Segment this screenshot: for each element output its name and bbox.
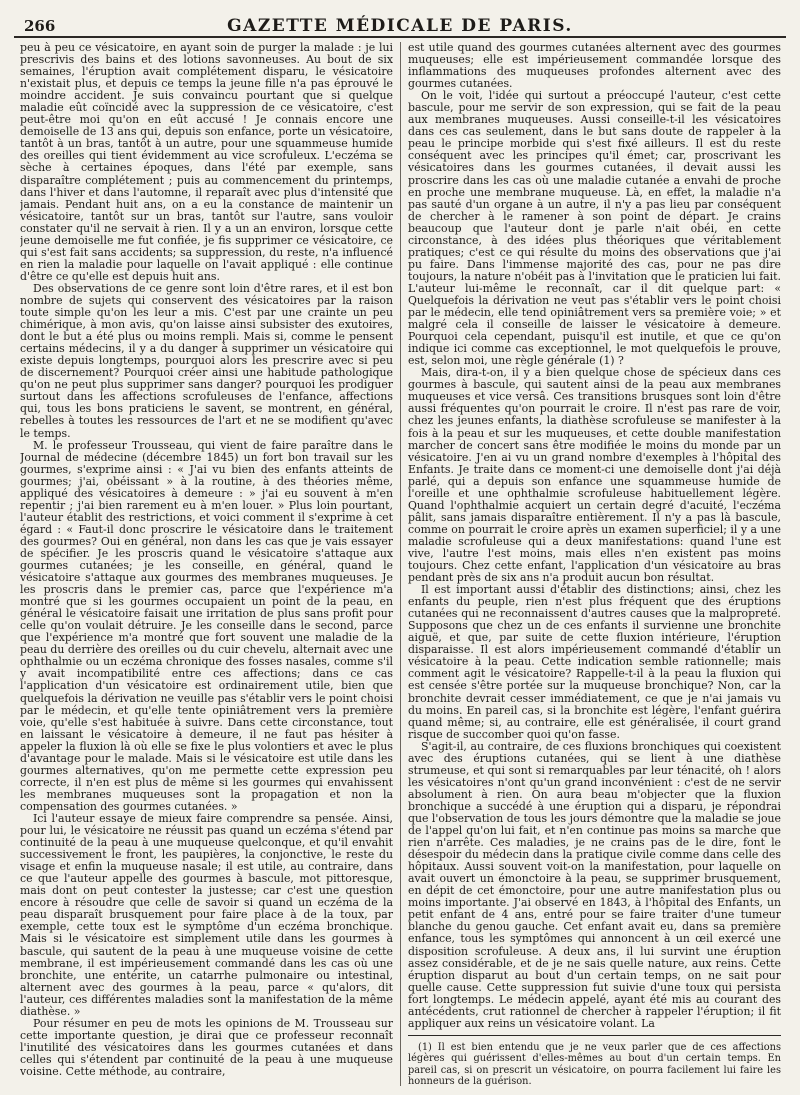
column-divider	[400, 42, 401, 1086]
paragraph: Pour résumer en peu de mots les opinions de M. Trousseau sur cette importante question, je dirai que ce professeur reconnaît l'inutilité des vésicatoires dans les gourmes cutanées et dans celles qui s'étendent par continuité de la peau à une muqueuse voisine. Cette méthode, au contraire,	[20, 1016, 393, 1078]
paragraph: Il est important aussi d'établir des distinctions; ainsi, chez les enfants du peuple, rien n'est plus fréquent que des éruptions cutanées qui ne reconnaissent d'autres causes que la malpropreté. Supposons que chez un de ces enfants il survienne une bronchite aiguë, et que, par suite de cette fluxion intérieure, l'éruption disparaisse. Il est alors impérieusement commandé d'établir un vésicatoire à la peau. Cette indication semble rationnelle; mais comment agit le vésicatoire? Rappelle-t-il à la peau la fluxion qui est censée s'être portée sur la muqueuse bronchique? Non, car la bronchite devrait cesser immédiatement, ce que je n'ai jamais vu du moins. En pareil cas, si la bronchite est légère, l'enfant guérira quand même; si, au contraire, elle est généralisée, il court grand risque de succomber quoi qu'on fasse.	[408, 583, 781, 741]
paragraph: Ici l'auteur essaye de mieux faire comprendre sa pensée. Ainsi, pour lui, le vésicatoire ne réussit pas quand un eczéma s'étend par continuité de la peau à une muqueuse quelconque, et qu'il envahit successivement le front, les paupières, la conjonctive, le reste du visage et enfin la muqueuse nasale; il est utile, au contraire, dans ce que l'auteur appelle des gourmes à bascule, mot pittoresque, mais dont on peut contester la justesse; car c'est une question encore à résoudre que celle de savoir si quand un eczéma de la peau disparaît brusquement pour faire place à de la toux, par exemple, cette toux est le symptôme d'un eczéma bronchique. Mais si le vésicatoire est simplement utile dans les gourmes à bascule, qui sautent de la peau à une muqueuse voisine de cette membrane, il est impérieusement commandé dans les cas où une bronchite, une entérite, un catarrhe pulmonaire ou intestinal, alternent avec des gourmes à la peau, parce « qu'alors, dit l'auteur, ces différentes maladies sont la manifestation de la même diathèse. »	[20, 812, 393, 1018]
paragraph: est utile quand des gourmes cutanées alternent avec des gourmes muqueuses; elle est impérieusement commandée lorsque des inflammations des muqueuses profondes alternent avec des gourmes cutanées.	[408, 42, 781, 91]
paragraph: S'agit-il, au contraire, de ces fluxions bronchiques qui coexistent avec des éruptions cutanées, qui se lient à une diathèse strumeuse, et qui sont si remarquables par leur ténacité, oh ! alors les vésicatoires n'ont qu'un grand inconvénient : c'est de ne servir absolument à rien. On aura beau m'objecter que la fluxion bronchique a succédé à une éruption qui a disparu, je répondrai que l'observation de tous les jours démontre que la maladie se joue de l'appel qu'on lui fait, et n'en continue pas moins sa marche que rien n'arrête. Ces maladies, je ne crains pas de le dire, font le désespoir du médecin dans la pratique civile comme dans celle des hôpitaux. Aussi souvent voit-on la manifestation, pour laquelle on avait ouvert un émonctoire à la peau, se supprimer brusquement, en dépit de cet émonctoire, pour une autre manifestation plus ou moins importante. J'ai observé en 1843, à l'hôpital des Enfants, un petit enfant de 4 ans, entré pour se faire traiter d'une tumeur blanche du genou gauche. Cet enfant avait eu, dans sa première enfance, tous les symptômes qui annoncent à un œil exercé une disposition scrofuleuse. A deux ans, il lui survint une éruption assez considérable, et de je ne sais quelle nature, aux reins. Cette éruption disparut au bout d'un certain temps, on ne sait pour quelle cause. Cette suppression fut suivie d'une toux qui persista fort longtemps. Le médecin appelé, ayant été mis au courant des antécédents, crut rationnel de chercher à rappeler l'éruption; il fit appliquer aux reins un vésicatoire volant. La	[408, 739, 781, 1030]
paragraph: Mais, dira-t-on, il y a bien quelque chose de spécieux dans ces gourmes à bascule, qui sautent ainsi de la peau aux membranes muqueuses et vice versâ. Ces transitions brusques sont loin d'être aussi fréquentes qu'on pourrait le croire. Il n'est pas rare de voir, chez les jeunes enfants, la diathèse scrofuleuse se manifester à la fois à la peau et sur les muqueuses, et cette double manifestation marcher de concert sans être modifiée le moins du monde par un vésicatoire. J'en ai vu un grand nombre d'exemples à l'hôpital des Enfants. Je traite dans ce moment-ci une demoiselle dont j'ai déjà parlé, qui a depuis son enfance une squammeuse humide de l'oreille et une ophthalmie scrofuleuse habituellement légère. Quand l'ophthalmie acquiert un certain degré d'acuité, l'eczéma pâlit, sans jamais disparaître entièrement. Il n'y a pas là bascule, comme on pourrait le croire après un examen superficiel; il y a une maladie scrofuleuse qui a deux manifestations: quand l'une est vive, l'autre l'est moins, mais elles n'en existent pas moins toujours. Chez cette enfant, l'application d'un vésicatoire au bras pendant près de six ans n'a produit aucun bon résultat.	[408, 366, 781, 585]
paragraph: peu à peu ce vésicatoire, en ayant soin de purger la malade : je lui prescrivis des bains et des lotions savonneuses. Au bout de six semaines, l'éruption avait complétement disparu, le vésicatoire n'existait plus, et depuis ce temps la jeune fille n'a pas éprouvé le moindre accident. Je suis convaincu pourtant que si quelque maladie eût coïncidé avec la suppression de ce vésicatoire, c'est peut-être moi qu'on en eût accusé ! Je connais encore une demoiselle de 13 ans qui, depuis son enfance, porte un vésicatoire, tantôt à un bras, tantôt à un autre, pour une squammeuse humide des oreilles qui tient évidemment au vice scrofuleux. L'eczéma se sèche à certaines époques, dans l'été par exemple, sans disparaître complétement ; puis au commencement du printemps, dans l'hiver et dans l'automne, il reparaît avec plus d'intensité que jamais. Pendant huit ans, on a eu la constance de maintenir un vésicatoire, tantôt sur un bras, tantôt sur l'autre, sans vouloir constater qu'il ne servait à rien. Il y a un an environ, lorsque cette jeune demoiselle me fut confiée, je fis supprimer ce vésicatoire, ce qui s'est fait sans accidents; sa suppression, du reste, n'a influencé en rien la maladie pour laquelle on l'avait appliqué : elle continue d'être ce qu'elle est depuis huit ans.	[20, 42, 393, 283]
page-number: 266	[24, 17, 56, 35]
right-column	[408, 42, 781, 1086]
paragraph: Des observations de ce genre sont loin d'être rares, et il est bon nombre de sujets qui conservent des vésicatoires par la raison toute simple qu'on les leur a mis. C'est par une crainte un peu chimérique, à mon avis, qu'on laisse ainsi subsister des exutoires, dont le but a été plus ou moins rempli. Mais si, comme le pensent certains médecins, il y a du danger à supprimer un vésicatoire qui existe depuis longtemps, pourquoi alors les prescrire avec si peu de discernement? Pourquoi créer ainsi une habitude pathologique qu'on ne peut plus supprimer sans danger? pourquoi les prodiguer surtout dans les affections scrofuleuses de l'enfance, affections qui, tous les bons praticiens le savent, se montrent, en général, rebelles à toutes les ressources de l'art et ne se modifient qu'avec le temps.	[20, 281, 393, 440]
paragraph: On le voit, l'idée qui surtout a préoccupé l'auteur, c'est cette bascule, pour me servir de son expression, qui se fait de la peau aux membranes muqueuses. Aussi conseille-t-il les vésicatoires dans ces cas seulement, dans le but sans doute de rappeler à la peau le principe morbide qui s'est fixé ailleurs. Il est du reste conséquent avec les principes qu'il émet; car, proscrivant les vésicatoires dans les gourmes cutanées, il devait aussi les proscrire dans les cas où une maladie cutanée a envahi de proche en proche une membrane muqueuse. Là, en effet, la maladie n'a pas sauté d'un organe à un autre, il n'y a pas lieu par conséquent de chercher à le ramener à son point de départ. Je crains beaucoup que l'auteur dont je parle n'ait obéi, en cette circonstance, à des idées plus théoriques que véritablement pratiques; c'est ce qui résulte du moins des observations que j'ai pu faire. Dans l'immense majorité des cas, pour ne pas dire toujours, la nature n'obéit pas à l'invitation que le praticien lui fait. L'auteur lui-même le reconnaît, car il dit quelque part: « Quelquefois la dérivation ne veut pas s'établir vers le point choisi par le médecin, elle tend opiniâtrement vers sa première voie; » et malgré cela il conseille de laisser le vésicatoire à demeure. Pourquoi cela cependant, puisqu'il est inutile, et que ce qu'on indique ici comme cas exceptionnel, le mot quelquefois le prouve, est, selon moi, une règle générale (1) ?	[408, 89, 781, 368]
paragraph: M. le professeur Trousseau, qui vient de faire paraître dans le Journal de médecine (décembre 1845) un fort bon travail sur les gourmes, s'exprime ainsi : « J'ai vu bien des enfants atteints de gourmes; j'ai, obéissant » à la routine, à des théories même, appliqué des vésicatoires à demeure : » j'ai eu souvent à m'en repentir ; j'ai bien rarement eu à m'en louer. » Plus loin pourtant, l'auteur établit des restrictions, et voici comment il s'exprime à cet égard : « Faut-il donc proscrire le vésicatoire dans le traitement des gourmes? Oui en général, non dans les cas que je vais essayer de spécifier. Je les proscris quand le vésicatoire s'attaque aux gourmes cutanées; je les conseille, en général, quand le vésicatoire s'attaque aux gourmes des membranes muqueuses. Je les proscris dans le premier cas, parce que l'expérience m'a montré que si les gourmes occupaient un point de la peau, en général le vésicatoire faisait une irritation de plus sans profit pour celle qu'on voulait détruire. Je les conseille dans le second, parce que l'expérience m'a montré que fort souvent une maladie de la peau du derrière des oreilles ou du cuir chevelu, alternait avec une ophthalmie ou un eczéma chronique des fosses nasales, comme s'il y avait incompatibilité entre ces affections; dans ce cas l'application d'un vésicatoire est ordinairement utile, bien que quelquefois la dérivation ne veuille pas s'établir vers le point choisi par le médecin, et qu'elle tente opiniâtrement vers la première voie, qu'elle s'est habituée à suivre. Dans cette circonstance, tout en laissant le vésicatoire à demeure, il ne faut pas hésiter à appeler la fluxion là où elle se fixe le plus volontiers et avec le plus d'avantage pour le malade. Mais si le vésicatoire est utile dans les gourmes alternatives, qu'on me permette cette expression peu correcte, il n'en est plus de même si les gourmes qui envahissent les membranes muqueuses sont la propagation et non la compensation des gourmes cutanées. »	[20, 438, 393, 813]
left-column	[20, 42, 393, 1086]
journal-title: GAZETTE MÉDICALE DE PARIS.	[227, 16, 573, 36]
footnote: (1) Il est bien entendu que je ne veux parler que de ces affections légères qui guérissent d'elles-mêmes au bout d'un certain temps. En pareil cas, si on prescrit un vésicatoire, on pourra facilement lui faire les honneurs de la guérison.	[408, 1041, 781, 1086]
footnote-separator	[408, 1035, 781, 1036]
page-header	[14, 8, 786, 38]
